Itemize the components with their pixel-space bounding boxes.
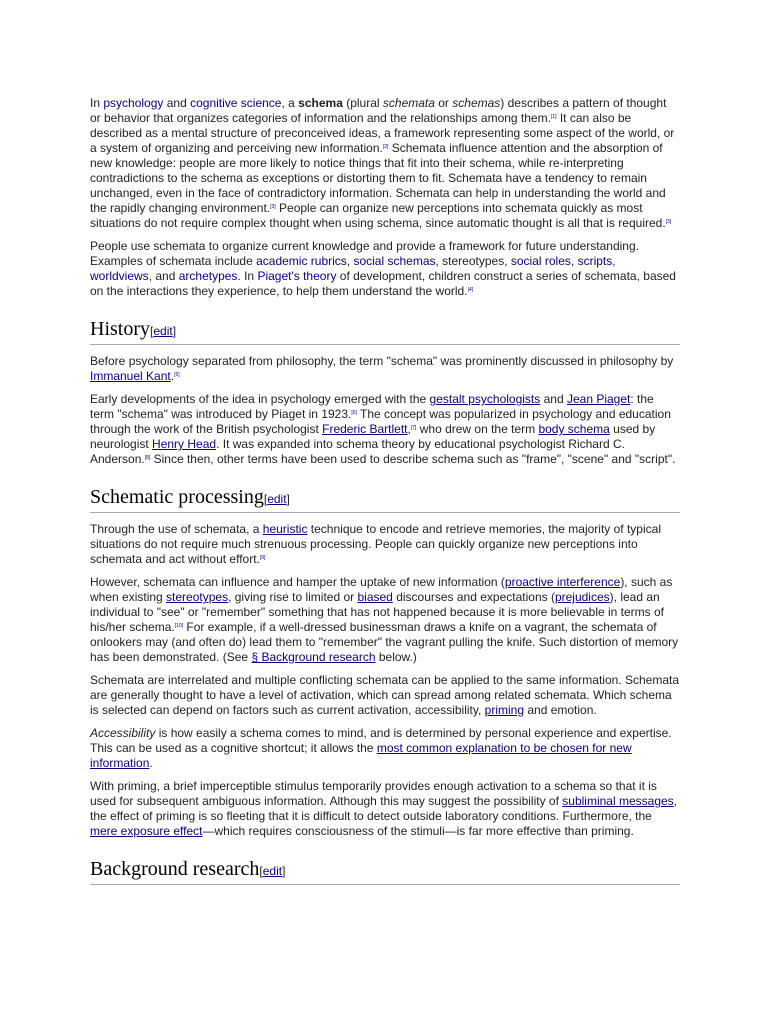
citation-ref[interactable]: [7] xyxy=(410,425,417,431)
edit-section: [edit] xyxy=(263,492,290,506)
link-immanuel-kant[interactable]: Immanuel Kant xyxy=(90,369,171,383)
link-priming[interactable]: priming xyxy=(484,703,525,717)
link-heuristic[interactable]: heuristic xyxy=(262,522,308,536)
link-prejudices[interactable]: prejudices xyxy=(554,590,610,604)
heading-schematic-processing xyxy=(90,485,680,513)
edit-link[interactable]: edit xyxy=(267,492,287,506)
history-paragraph-1: Before psychology separated from philosophy, the term "schema" was prominently discussed in philosophy by Immanuel Kant.[5] xyxy=(90,354,674,383)
processing-paragraph-2: However, schemata can influence and hamper the uptake of new information (proactive interference), such as when existing stereotypes, giving rise to limited or biased discourses and expectations (prejudices), lead an individual to "see" or "remember" something that has not happened because it is more believable in terms of his/her schema.[10] For example, if a well-dressed businessman draws a knife on a vagrant, the schemata of onlookers may (and often do) lead them to "remember" the vagrant pulling the knife. Such distortion of memory has been demonstrated. (See § Background research below.) xyxy=(90,575,679,664)
citation-ref[interactable]: [6] xyxy=(351,410,357,416)
processing-paragraph-5: With priming, a brief imperceptible stimulus temporarily provides enough activation to a schema so that it is used for subsequent ambiguous information. Although this may suggest the possibility of subliminal messages, the effect of priming is so fleeting that it is difficult to detect outside laboratory conditions. Furthermore, the mere exposure effect—which requires consciousness of the stimuli—is far more effective than priming. xyxy=(90,779,678,838)
intro-paragraph-2: People use schemata to organize current knowledge and provide a framework for future understanding. Examples of schemata include academic rubrics, social schemas, stereotypes, social roles, scripts, worldviews, and archetypes. In Piaget's theory of development, children construct a series of schemata, based on the interactions they experience, to help them understand the world.[4] xyxy=(90,239,676,298)
link-body-schema[interactable]: body schema xyxy=(538,422,610,436)
link-mere-exposure-effect[interactable]: mere exposure effect xyxy=(90,824,203,838)
link-social-roles[interactable]: social roles xyxy=(510,254,571,268)
link-scripts[interactable]: scripts xyxy=(577,254,613,268)
section-title: History xyxy=(90,318,150,340)
heading-history xyxy=(90,317,680,345)
history-paragraph-2: Early developments of the idea in psychology emerged with the gestalt psychologists and Jean Piaget: the term "schema" was introduced by Piaget in 1923.[6] The concept was popularized in psychology and education through the work of the British psychologist Frederic Bartlett,[7] who drew on the term body schema used by neurologist Henry Head. It was expanded into schema theory by educational psychologist Richard C. Anderson.[8] Since then, other terms have been used to describe schema such as "frame", "scene" and "script". xyxy=(90,392,676,466)
link-stereotypes[interactable]: stereotypes xyxy=(166,590,229,604)
article-body xyxy=(90,96,680,894)
processing-paragraph-3: Schemata are interrelated and multiple conflicting schemata can be applied to the same information. Schemata are generally thought to have a level of activation, which can spread among related schemata. Which schema is selected can depend on factors such as current activation, accessibility, priming and emotion. xyxy=(90,673,679,717)
edit-section: [edit] xyxy=(259,864,286,878)
term-schema: schema xyxy=(298,96,343,110)
link-henry-head[interactable]: Henry Head xyxy=(152,437,217,451)
link-most-common-explanation[interactable]: most common explanation to be chosen for new information xyxy=(90,741,632,770)
section-title: Schematic processing xyxy=(90,486,264,508)
section-title: Background research xyxy=(90,858,260,880)
link-background-research[interactable]: § Background research xyxy=(251,650,376,664)
citation-ref[interactable]: [2] xyxy=(382,144,389,150)
link-archetypes[interactable]: archetypes xyxy=(178,269,238,283)
citation-ref[interactable]: [10] xyxy=(174,623,184,629)
link-cognitive-science[interactable]: cognitive science xyxy=(190,96,282,110)
edit-section: [edit] xyxy=(150,324,177,338)
processing-paragraph-1: Through the use of schemata, a heuristic technique to encode and retrieve memories, the majority of typical situations do not require much strenuous processing. People can quickly organize new perceptions into schemata and act without effort.[9] xyxy=(90,522,661,566)
link-biased[interactable]: biased xyxy=(357,590,393,604)
edit-link[interactable]: edit xyxy=(153,324,173,338)
processing-paragraph-4: Accessibility is how easily a schema comes to mind, and is determined by personal experience and expertise. This can be used as a cognitive shortcut; it allows the most common explanation to be chosen for new information. xyxy=(90,726,672,770)
link-frederic-bartlett[interactable]: Frederic Bartlett xyxy=(322,422,408,436)
link-proactive-interference[interactable]: proactive interference xyxy=(504,575,621,589)
citation-ref[interactable]: [3] xyxy=(665,219,672,225)
heading-background-research xyxy=(90,857,680,885)
citation-ref[interactable]: [4] xyxy=(467,287,474,293)
citation-ref[interactable]: [8] xyxy=(144,455,151,461)
intro-paragraph-1: In psychology and cognitive science, a schema (plural schemata or schemas) describes a pattern of thought or behavior that organizes categories of information and the relationships among them.[1] It can also be described as a mental structure of preconceived ideas, a framework representing some aspect of the world, or a system of organizing and perceiving new information.[2] Schemata influence attention and the absorption of new knowledge: people are more likely to notice things that fit into their schema, while re-interpreting contradictions to the schema as exceptions or distorting them to fit. Schemata have a tendency to remain unchanged, even in the face of contradictory information. Schemata can help in understanding the world and the rapidly changing environment.[3] People can organize new perceptions into schemata quickly as most situations do not require complex thought when using schema, since automatic thought is all that is required.[3] xyxy=(90,96,675,230)
link-jean-piaget[interactable]: Jean Piaget xyxy=(566,392,631,406)
citation-ref[interactable]: [1] xyxy=(550,114,557,120)
link-worldviews[interactable]: worldviews xyxy=(90,269,149,283)
link-psychology[interactable]: psychology xyxy=(103,96,164,110)
link-social-schemas[interactable]: social schemas xyxy=(353,254,436,268)
link-gestalt-psychologists[interactable]: gestalt psychologists xyxy=(429,392,541,406)
link-piaget-theory[interactable]: Piaget's theory xyxy=(257,269,337,283)
link-subliminal-messages[interactable]: subliminal messages xyxy=(562,794,674,808)
edit-link[interactable]: edit xyxy=(262,864,283,878)
citation-ref[interactable]: [3] xyxy=(270,204,276,210)
link-academic-rubrics[interactable]: academic rubrics xyxy=(256,254,347,268)
citation-ref[interactable]: [5] xyxy=(174,372,180,378)
citation-ref[interactable]: [9] xyxy=(259,555,266,561)
